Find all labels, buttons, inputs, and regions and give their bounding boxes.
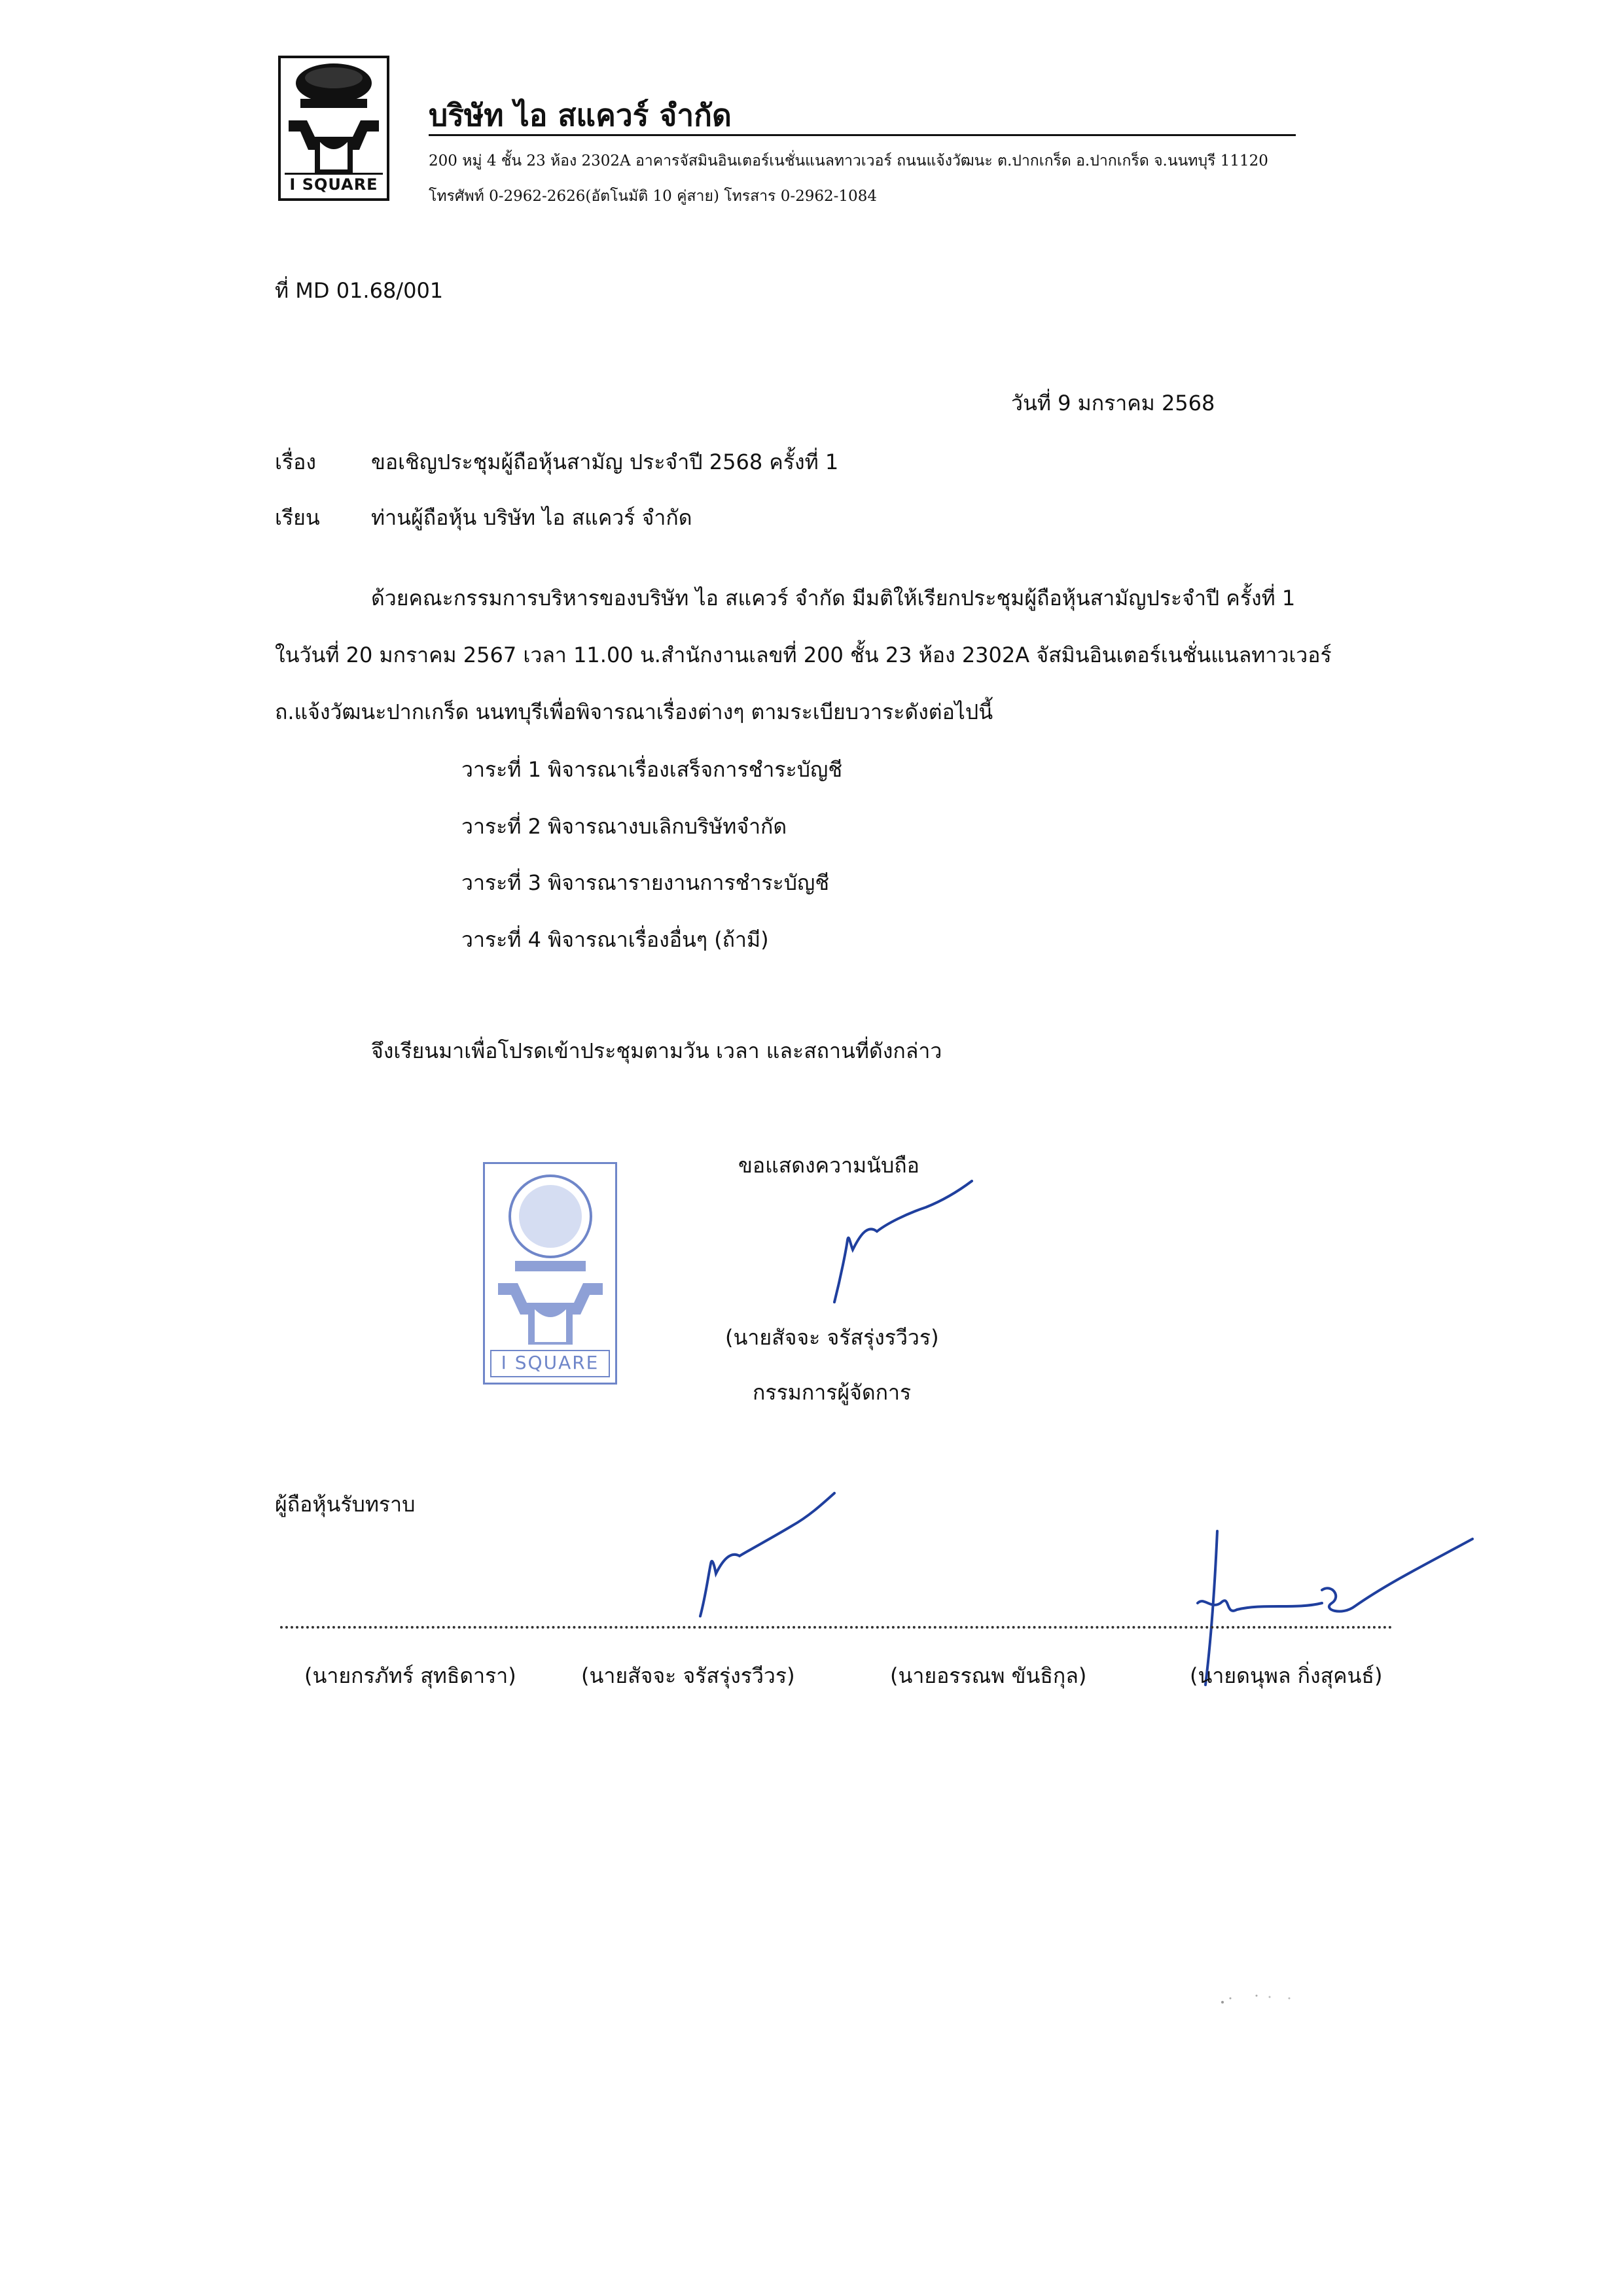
shareholder-name: (นายกรภัทร์ สุทธิดารา) (304, 1663, 516, 1688)
stamp-text: I SQUARE (490, 1350, 610, 1377)
paragraph-line: ในวันที่ 20 มกราคม 2567 เวลา 11.00 น.สำนักงานเลขที่ 200 ชั้น 23 ห้อง 2302A จัสมินอินเตอร์เนชั่นแนลทาวเวอร์ (275, 643, 1332, 667)
agenda-item: วาระที่ 4 พิจารณาเรื่องอื่นๆ (ถ้ามี) (461, 927, 769, 952)
signature-md (821, 1171, 978, 1309)
logo-emblem-icon (281, 58, 387, 176)
company-name: บริษัท ไอ สแควร์ จำกัด (429, 97, 732, 133)
company-stamp (483, 1162, 617, 1385)
agenda-item: วาระที่ 3 พิจารณารายงานการชำระบัญชี (461, 870, 830, 895)
subject-label: เรื่อง (275, 450, 316, 474)
closing-line: จึงเรียนมาเพื่อโปรดเข้าประชุมตามวัน เวลา และสถานที่ดังกล่าว (371, 1038, 942, 1063)
signer-name: (นายสัจจะ จรัสรุ่งรวีวร) (725, 1325, 939, 1350)
agenda-item: วาระที่ 2 พิจารณางบเลิกบริษัทจำกัด (461, 814, 787, 839)
agenda-item: วาระที่ 1 พิจารณาเรื่องเสร็จการชำระบัญชี (461, 757, 843, 782)
company-logo (278, 56, 389, 201)
company-address: 200 หมู่ 4 ชั้น 23 ห้อง 2302A อาคารจัสมินอินเตอร์เนชั่นแนลทาวเวอร์ ถนนแจ้งวัฒนะ ต.ปากเกร็ด อ.ปากเกร็ด จ.นนทบุรี 11120 (429, 152, 1268, 169)
document-date: วันที่ 9 มกราคม 2568 (1011, 391, 1215, 415)
regards-text: ขอแสดงความนับถือ (738, 1153, 919, 1178)
shareholder-name: (นายอรรณพ ขันธิกุล) (890, 1663, 1087, 1688)
shareholder-name: (นายสัจจะ จรัสรุ่งรวีวร) (581, 1663, 795, 1688)
header-divider (429, 134, 1296, 136)
signature-shareholder-2 (694, 1485, 838, 1623)
recipient-label: เรียน (275, 505, 320, 530)
paragraph-line: ถ.แจ้งวัฒนะปากเกร็ด นนทบุรีเพื่อพิจารณาเรื่องต่างๆ ตามระเบียบวาระดังต่อไปนี้ (275, 699, 993, 724)
paragraph-line: ด้วยคณะกรรมการบริหารของบริษัท ไอ สแควร์ จำกัด มีมติให้เรียกประชุมผู้ถือหุ้นสามัญประจำปี ครั้งที่ 1 (371, 586, 1296, 610)
document-number: ที่ MD 01.68/001 (275, 278, 444, 303)
logo-text: I SQUARE (285, 173, 383, 194)
signature-line (280, 1626, 1393, 1629)
acknowledgement-label: ผู้ถือหุ้นรับทราบ (275, 1492, 416, 1517)
scan-artifact (1217, 1989, 1309, 2009)
company-phone: โทรศัพท์ 0-2962-2626(อัตโนมัติ 10 คู่สาย) โทรสาร 0-2962-1084 (429, 188, 877, 205)
subject-text: ขอเชิญประชุมผู้ถือหุ้นสามัญ ประจำปี 2568 ครั้งที่ 1 (371, 450, 839, 474)
signer-title: กรรมการผู้จัดการ (753, 1380, 912, 1405)
recipient-text: ท่านผู้ถือหุ้น บริษัท ไอ สแควร์ จำกัด (371, 505, 692, 530)
stamp-emblem-icon (485, 1164, 615, 1347)
shareholder-name: (นายดนุพล กิ่งสุคนธ์) (1190, 1663, 1383, 1688)
